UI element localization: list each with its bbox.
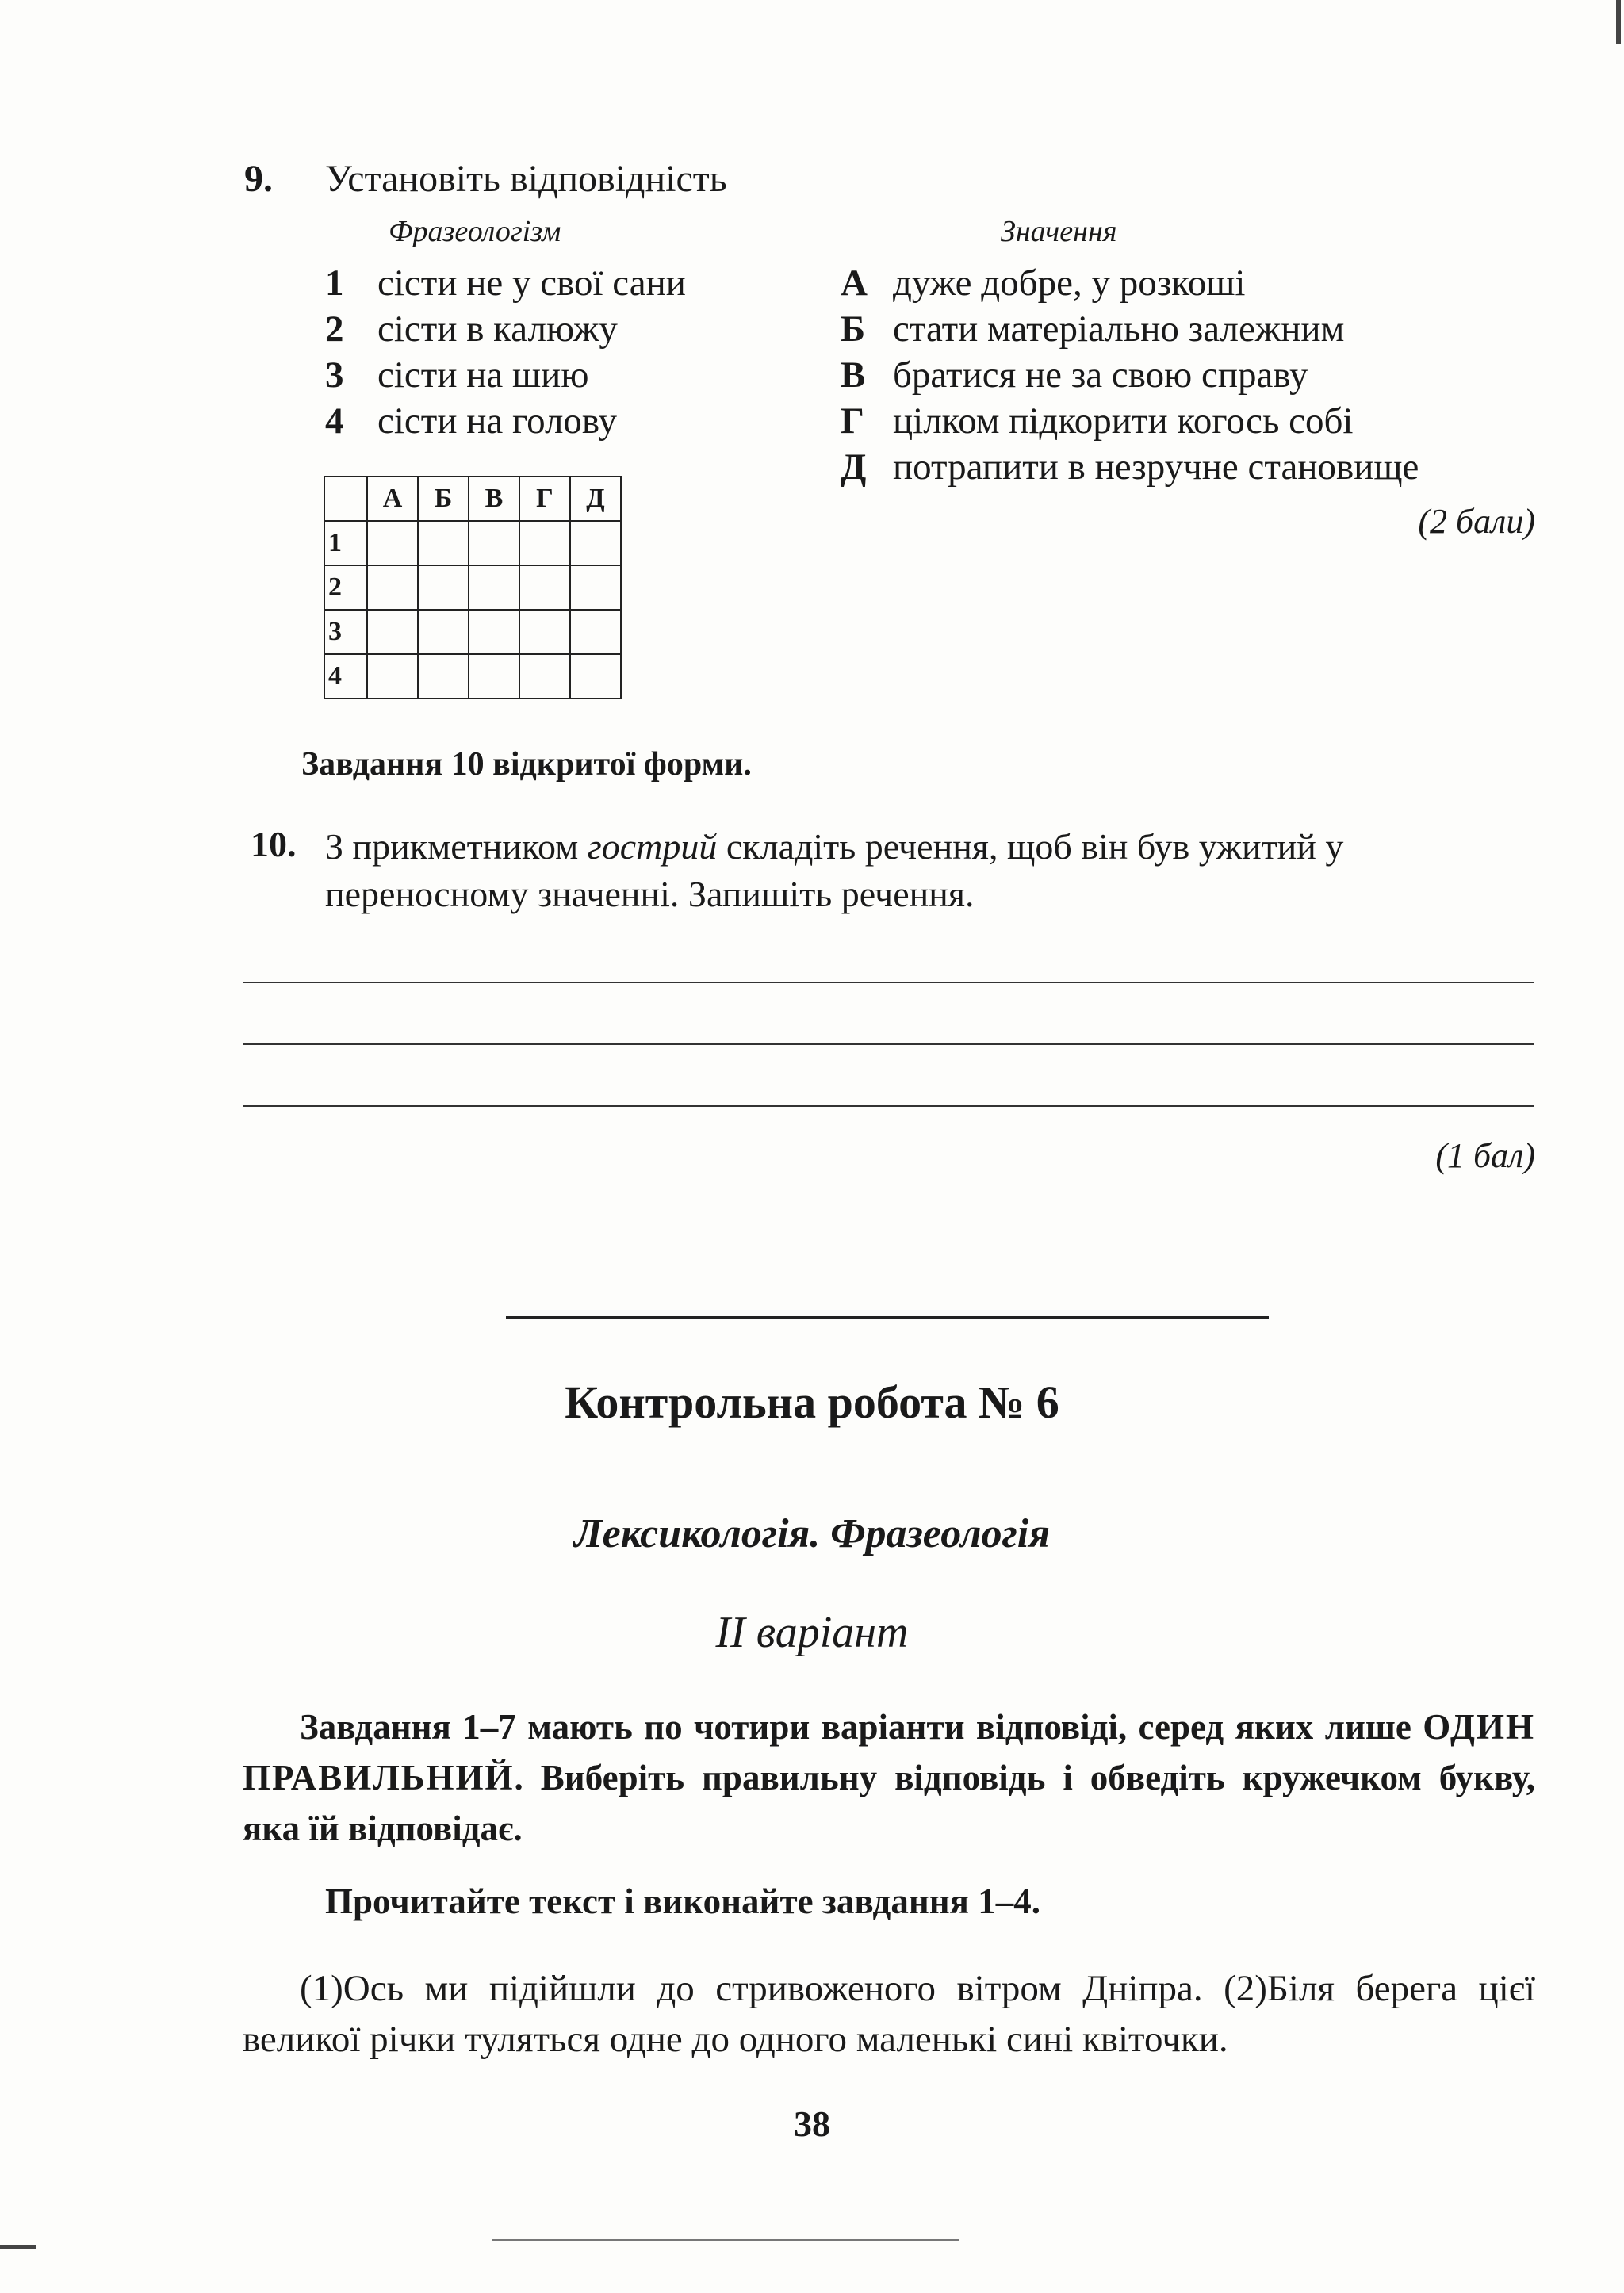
grid-cell[interactable]: [519, 521, 570, 565]
test-title: Контрольна робота № 6: [565, 1376, 1059, 1428]
answer-grid-row: [324, 654, 621, 699]
grid-row-header: 4: [324, 654, 367, 699]
meaning-item: В братися не за свою справу: [841, 354, 1308, 396]
grid-cell[interactable]: [519, 654, 570, 699]
grid-cell[interactable]: [570, 521, 621, 565]
grid-col-header: В: [469, 477, 519, 521]
grid-cell[interactable]: [469, 521, 519, 565]
scan-edge-mark: [0, 2245, 36, 2249]
grid-cell[interactable]: [367, 521, 418, 565]
meaning-item: Б стати матеріально залежним: [841, 308, 1345, 350]
task9-points: (2 бали): [1418, 502, 1535, 541]
phrase-item: 1 сісти не у свої сани: [325, 262, 686, 304]
answer-grid-row: [324, 565, 621, 610]
grid-cell[interactable]: [469, 565, 519, 610]
grid-cell[interactable]: [418, 654, 469, 699]
meaning-item: Г цілком підкорити когось собі: [841, 400, 1354, 442]
grid-row-header: 1: [324, 521, 367, 565]
page-number: 38: [794, 2104, 830, 2144]
grid-cell[interactable]: [367, 565, 418, 610]
test-instructions: Завдання 1–7 мають по чотири варіанти відповіді, серед яких лише ОДИН ПРАВИЛЬНИЙ. Виберіть правильну відповідь і обведіть кружечком букву, яка їй відповідає.: [243, 1707, 1535, 1848]
section-divider: [506, 1316, 1269, 1319]
grid-cell[interactable]: [418, 610, 469, 654]
scan-edge-mark: [492, 2239, 959, 2241]
task9-number: 9.: [244, 158, 273, 200]
grid-cell[interactable]: [570, 565, 621, 610]
answer-line[interactable]: [243, 1043, 1534, 1045]
answer-grid: [324, 476, 622, 699]
grid-col-header: А: [367, 477, 418, 521]
task10-section-heading: Завдання 10 відкритої форми.: [301, 746, 752, 783]
grid-col-header: Б: [418, 477, 469, 521]
grid-cell[interactable]: [570, 610, 621, 654]
reading-passage: (1)Ось ми підійшли до стривоженого вітром Дніпра. (2)Біля берега цієї великої річки туляться одне до одного маленькі сині квіточки.: [243, 1968, 1535, 2060]
grid-cell[interactable]: [367, 654, 418, 699]
grid-row-header: 2: [324, 565, 367, 610]
task10-question: З прикметником гострий складіть речення, щоб він був ужитий у переносному значенні. Запишіть речення.: [325, 826, 1344, 914]
grid-cell[interactable]: [469, 610, 519, 654]
grid-row-header: 3: [324, 610, 367, 654]
task9-title: Установіть відповідність: [325, 158, 727, 200]
grid-corner-cell: [324, 477, 367, 521]
task10-points: (1 бал): [1435, 1136, 1535, 1175]
grid-cell[interactable]: [469, 654, 519, 699]
test-variant: ІІ варіант: [715, 1608, 909, 1657]
read-instruction: Прочитайте текст і виконайте завдання 1–4.: [325, 1881, 1041, 1921]
phrase-item: 2 сісти в калюжу: [325, 308, 618, 350]
test-subtitle: Лексикологія. Фразеологія: [573, 1511, 1051, 1556]
grid-cell[interactable]: [367, 610, 418, 654]
grid-col-header: Г: [519, 477, 570, 521]
grid-cell[interactable]: [519, 610, 570, 654]
task10-keyword: гострий: [587, 826, 718, 867]
meaning-item: Д потрапити в незручне становище: [841, 446, 1419, 488]
task10-number: 10.: [251, 824, 297, 864]
answer-grid-row: [324, 521, 621, 565]
answer-line[interactable]: [243, 1105, 1534, 1107]
grid-cell[interactable]: [519, 565, 570, 610]
answer-grid-header-row: [324, 477, 621, 521]
grid-cell[interactable]: [570, 654, 621, 699]
phraseologism-header: Фразеологізм: [389, 215, 561, 248]
grid-cell[interactable]: [418, 565, 469, 610]
answer-grid-row: [324, 610, 621, 654]
grid-cell[interactable]: [418, 521, 469, 565]
answer-line[interactable]: [243, 982, 1534, 983]
phrase-item: 3 сісти на шию: [325, 354, 589, 396]
scan-edge-mark: [1616, 0, 1621, 44]
meaning-item: А дуже добре, у розкоші: [841, 262, 1246, 304]
meaning-header: Значення: [1001, 215, 1117, 248]
phrase-item: 4 сісти на голову: [325, 400, 618, 442]
grid-col-header: Д: [570, 477, 621, 521]
